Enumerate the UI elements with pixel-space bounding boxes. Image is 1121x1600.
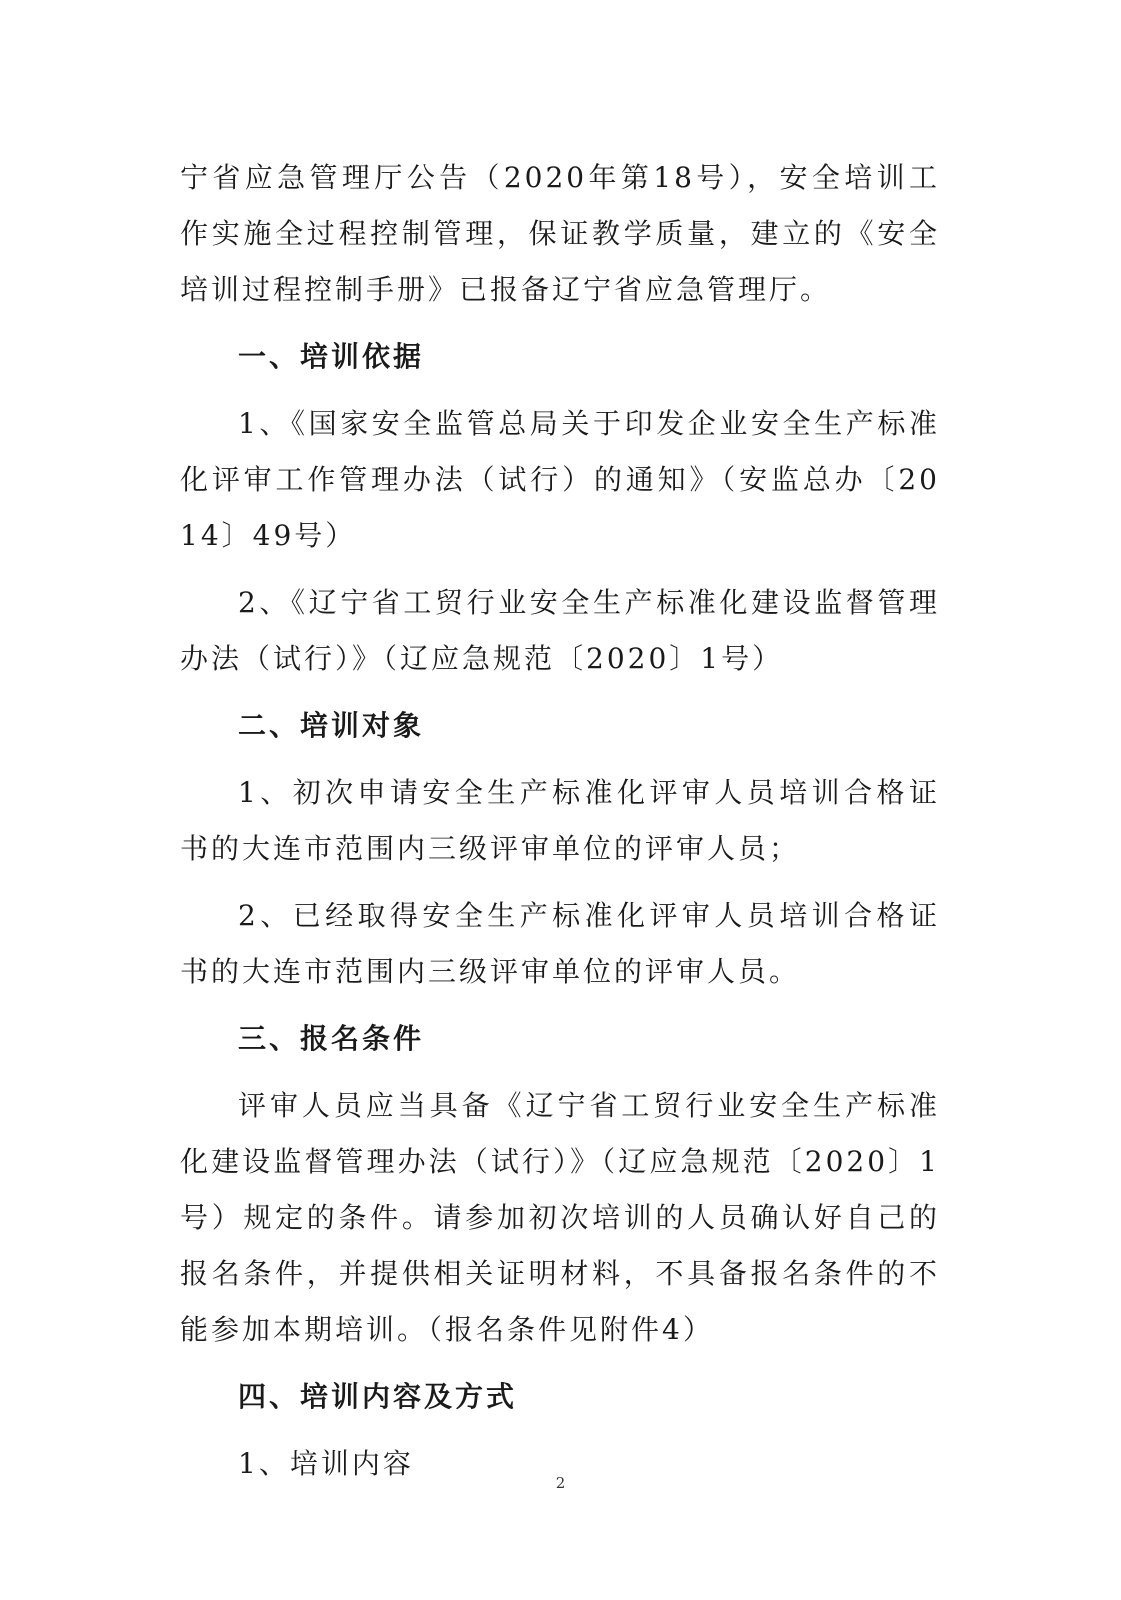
section-heading-basis: 一、培训依据 — [238, 340, 425, 373]
section-heading-conditions: 三、报名条件 — [238, 1022, 425, 1055]
document-body — [180, 150, 940, 1503]
section-heading-target: 二、培训对象 — [238, 709, 425, 742]
target-item-2: 2、已经取得安全生产标准化评审人员培训合格证书的大连市范围内三级评审单位的评审人员。 — [180, 899, 940, 988]
page-number: 2 — [555, 1474, 566, 1492]
section-heading-content: 四、培训内容及方式 — [238, 1380, 518, 1413]
continuation-paragraph: 宁省应急管理厅公告（2020年第18号），安全培训工作实施全过程控制管理，保证教学质量，建立的《安全培训过程控制手册》已报备辽宁省应急管理厅。 — [180, 161, 940, 306]
basis-item-1: 1、《国家安全监管总局关于印发企业安全生产标准化评审工作管理办法（试行）的通知》（安监总办〔2014〕49号） — [180, 407, 940, 552]
target-item-1: 1、初次申请安全生产标准化评审人员培训合格证书的大连市范围内三级评审单位的评审人员； — [180, 776, 940, 865]
conditions-paragraph: 评审人员应当具备《辽宁省工贸行业安全生产标准化建设监督管理办法（试行）》（辽应急规范〔2020〕1号）规定的条件。请参加初次培训的人员确认好自己的报名条件，并提供相关证明材料，不具备报名条件的不能参加本期培训。（报名条件见附件4） — [180, 1089, 940, 1346]
content-item-1: 1、培训内容 — [238, 1447, 414, 1480]
basis-item-2: 2、《辽宁省工贸行业安全生产标准化建设监督管理办法（试行）》（辽应急规范〔2020〕1号） — [180, 586, 940, 675]
